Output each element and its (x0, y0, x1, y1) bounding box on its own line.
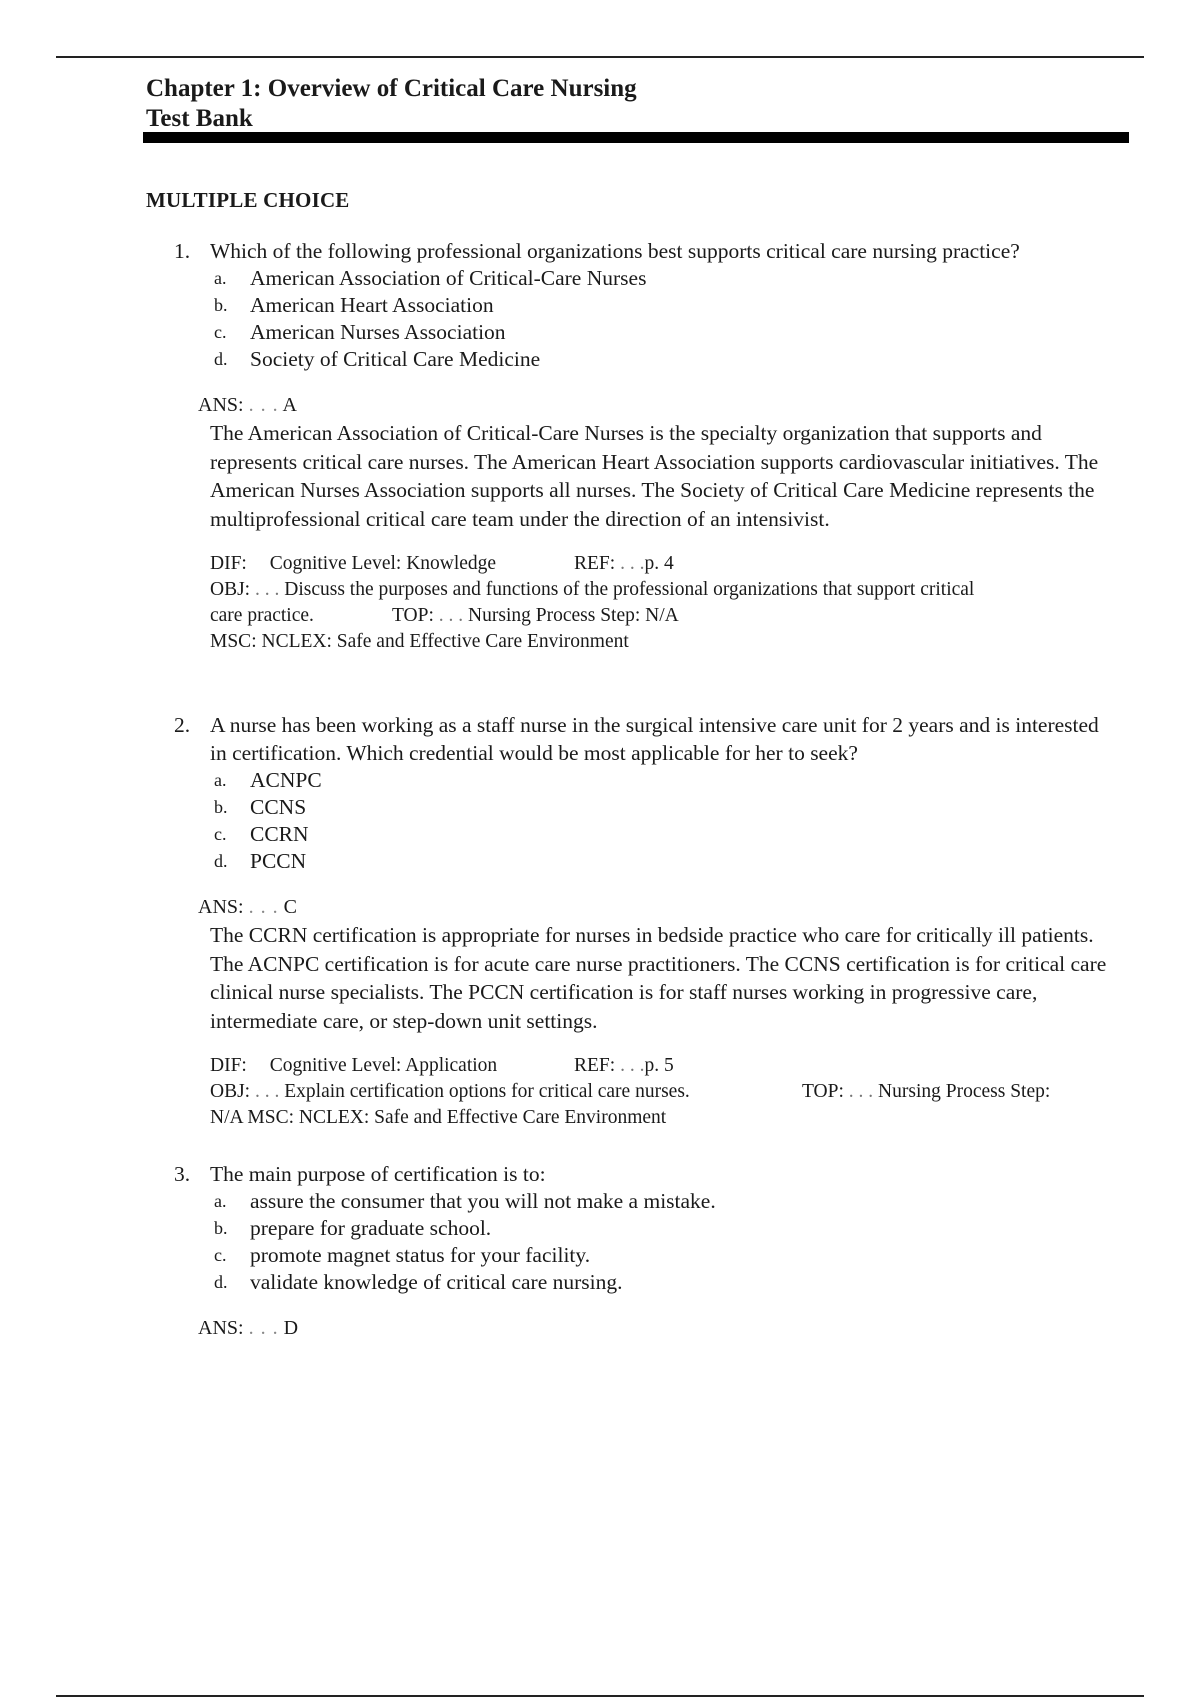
dif-value: Cognitive Level: Knowledge (269, 553, 497, 574)
option-text: prepare for graduate school. (250, 1216, 492, 1240)
ref-value: p. 4 (644, 553, 674, 574)
ref-dots: . . . (620, 553, 645, 574)
top-dots: . . . (438, 605, 464, 626)
msc-label: MSC: (210, 631, 257, 652)
obj-dots: . . . (254, 1081, 280, 1102)
answer-line (198, 893, 1104, 921)
option-text: PCCN (250, 849, 307, 873)
option-b (214, 794, 1104, 821)
question-stem: A nurse has been working as a staff nurse in the surgical intensive care unit for 2 years and is interested in certification. Which credential would be most applicable for her to seek? (210, 713, 1099, 765)
section-heading: MULTIPLE CHOICE (146, 188, 350, 212)
options-list (214, 1188, 1104, 1296)
options-list (214, 767, 1104, 875)
chapter-subtitle: Test Bank (146, 105, 253, 132)
rationale: The CCRN certification is appropriate for nurses in bedside practice who care for critically ill patients. The ACNPC certification is for acute care nurse practitioners. The CCNS certification is for critical care clinical nurse specialists. The PCCN certification is for staff nurses working in progressive care, intermediate care, or step-down unit settings. (210, 923, 1107, 1033)
answer-line (198, 1314, 1104, 1342)
answer-label: ANS: (198, 1317, 244, 1339)
question-number: 3. (174, 1162, 191, 1186)
option-letter: d. (214, 349, 228, 369)
option-text: CCRN (250, 822, 309, 846)
answer-dots: . . . (248, 394, 279, 416)
option-a (214, 767, 1104, 794)
top-dots: . . . (848, 1081, 874, 1102)
answer-value: C (283, 896, 297, 918)
question-metadata (210, 1053, 1110, 1131)
option-letter: d. (214, 851, 228, 871)
msc-label: MSC: (247, 1107, 294, 1128)
option-c (214, 821, 1104, 848)
top-value-cont: N/A (210, 1107, 243, 1128)
obj-value: Explain certification options for critical care nurses. (284, 1081, 690, 1102)
answer-value: A (282, 394, 297, 416)
ref-label: REF: (574, 1055, 616, 1076)
msc-value: NCLEX: Safe and Effective Care Environment (298, 1107, 667, 1128)
top-value: Nursing Process Step: (878, 1081, 1051, 1102)
top-value: Nursing Process Step: N/A (468, 605, 679, 626)
option-a (214, 265, 1104, 292)
option-text: Society of Critical Care Medicine (250, 347, 541, 371)
document-header (146, 74, 637, 134)
answer-dots: . . . (248, 896, 279, 918)
option-letter: c. (214, 322, 227, 342)
obj-dots: . . . (254, 579, 280, 600)
answer-line (198, 391, 1104, 419)
answer-value: D (283, 1317, 299, 1339)
top-group (802, 1079, 1050, 1105)
option-d (214, 848, 1104, 875)
ref-group (574, 1053, 674, 1079)
chapter-title: Chapter 1: Overview of Critical Care Nursing (146, 75, 637, 102)
bottom-rule (56, 1695, 1144, 1697)
rationale: The American Association of Critical-Care Nurses is the specialty organization that supports and represents critical care nurses. The American Heart Association supports cardiovascular initiatives. The American Nurses Association supports all nurses. The Society of Critical Care Medicine represents the multiprofessional critical care team under the direction of an intensivist. (210, 421, 1099, 531)
option-letter: d. (214, 1272, 228, 1292)
option-text: American Heart Association (250, 293, 494, 317)
option-d (214, 1269, 1104, 1296)
option-text: validate knowledge of critical care nursing. (250, 1270, 623, 1294)
option-text: American Nurses Association (250, 320, 506, 344)
option-letter: a. (214, 770, 227, 790)
msc-value: NCLEX: Safe and Effective Care Environment (261, 631, 629, 652)
dif-value: Cognitive Level: Application (269, 1055, 498, 1076)
option-text: ACNPC (250, 768, 322, 792)
answer-dots: . . . (248, 1317, 279, 1339)
option-letter: a. (214, 1191, 227, 1211)
option-letter: c. (214, 1245, 227, 1265)
option-letter: c. (214, 824, 227, 844)
top-label: TOP: (802, 1081, 844, 1102)
obj-label: OBJ: (210, 579, 251, 600)
obj-value-cont: care practice. (210, 605, 314, 626)
top-label: TOP: (392, 605, 434, 626)
option-letter: b. (214, 797, 228, 817)
option-text: CCNS (250, 795, 307, 819)
answer-label: ANS: (198, 394, 244, 416)
option-c (214, 1242, 1104, 1269)
option-a (214, 1188, 1104, 1215)
option-text: assure the consumer that you will not make a mistake. (250, 1189, 716, 1213)
option-b (214, 292, 1104, 319)
option-letter: b. (214, 295, 228, 315)
ref-dots: . . . (620, 1055, 645, 1076)
dif-label: DIF: (210, 553, 247, 574)
question-number: 1. (174, 239, 191, 263)
option-letter: b. (214, 1218, 228, 1238)
header-bar (143, 132, 1129, 143)
dif-label: DIF: (210, 1055, 247, 1076)
answer-label: ANS: (198, 896, 244, 918)
question-2 (174, 711, 1107, 1131)
question-3 (174, 1160, 1104, 1342)
option-text: American Association of Critical-Care Nurses (250, 266, 647, 290)
option-text: promote magnet status for your facility. (250, 1243, 591, 1267)
top-rule (56, 56, 1144, 58)
ref-label: REF: (574, 553, 616, 574)
obj-label: OBJ: (210, 1081, 251, 1102)
options-list (214, 265, 1104, 373)
question-metadata (210, 551, 1110, 655)
question-stem: The main purpose of certification is to: (210, 1162, 546, 1186)
option-letter: a. (214, 268, 227, 288)
question-stem: Which of the following professional organizations best supports critical care nursing practice? (210, 239, 1020, 263)
option-d (214, 346, 1104, 373)
top-group (392, 603, 679, 629)
option-c (214, 319, 1104, 346)
ref-value: p. 5 (644, 1055, 674, 1076)
obj-value: Discuss the purposes and functions of the professional organizations that support critical (284, 579, 975, 600)
ref-group (574, 551, 674, 577)
question-1 (174, 237, 1104, 655)
option-b (214, 1215, 1104, 1242)
question-number: 2. (174, 713, 191, 737)
